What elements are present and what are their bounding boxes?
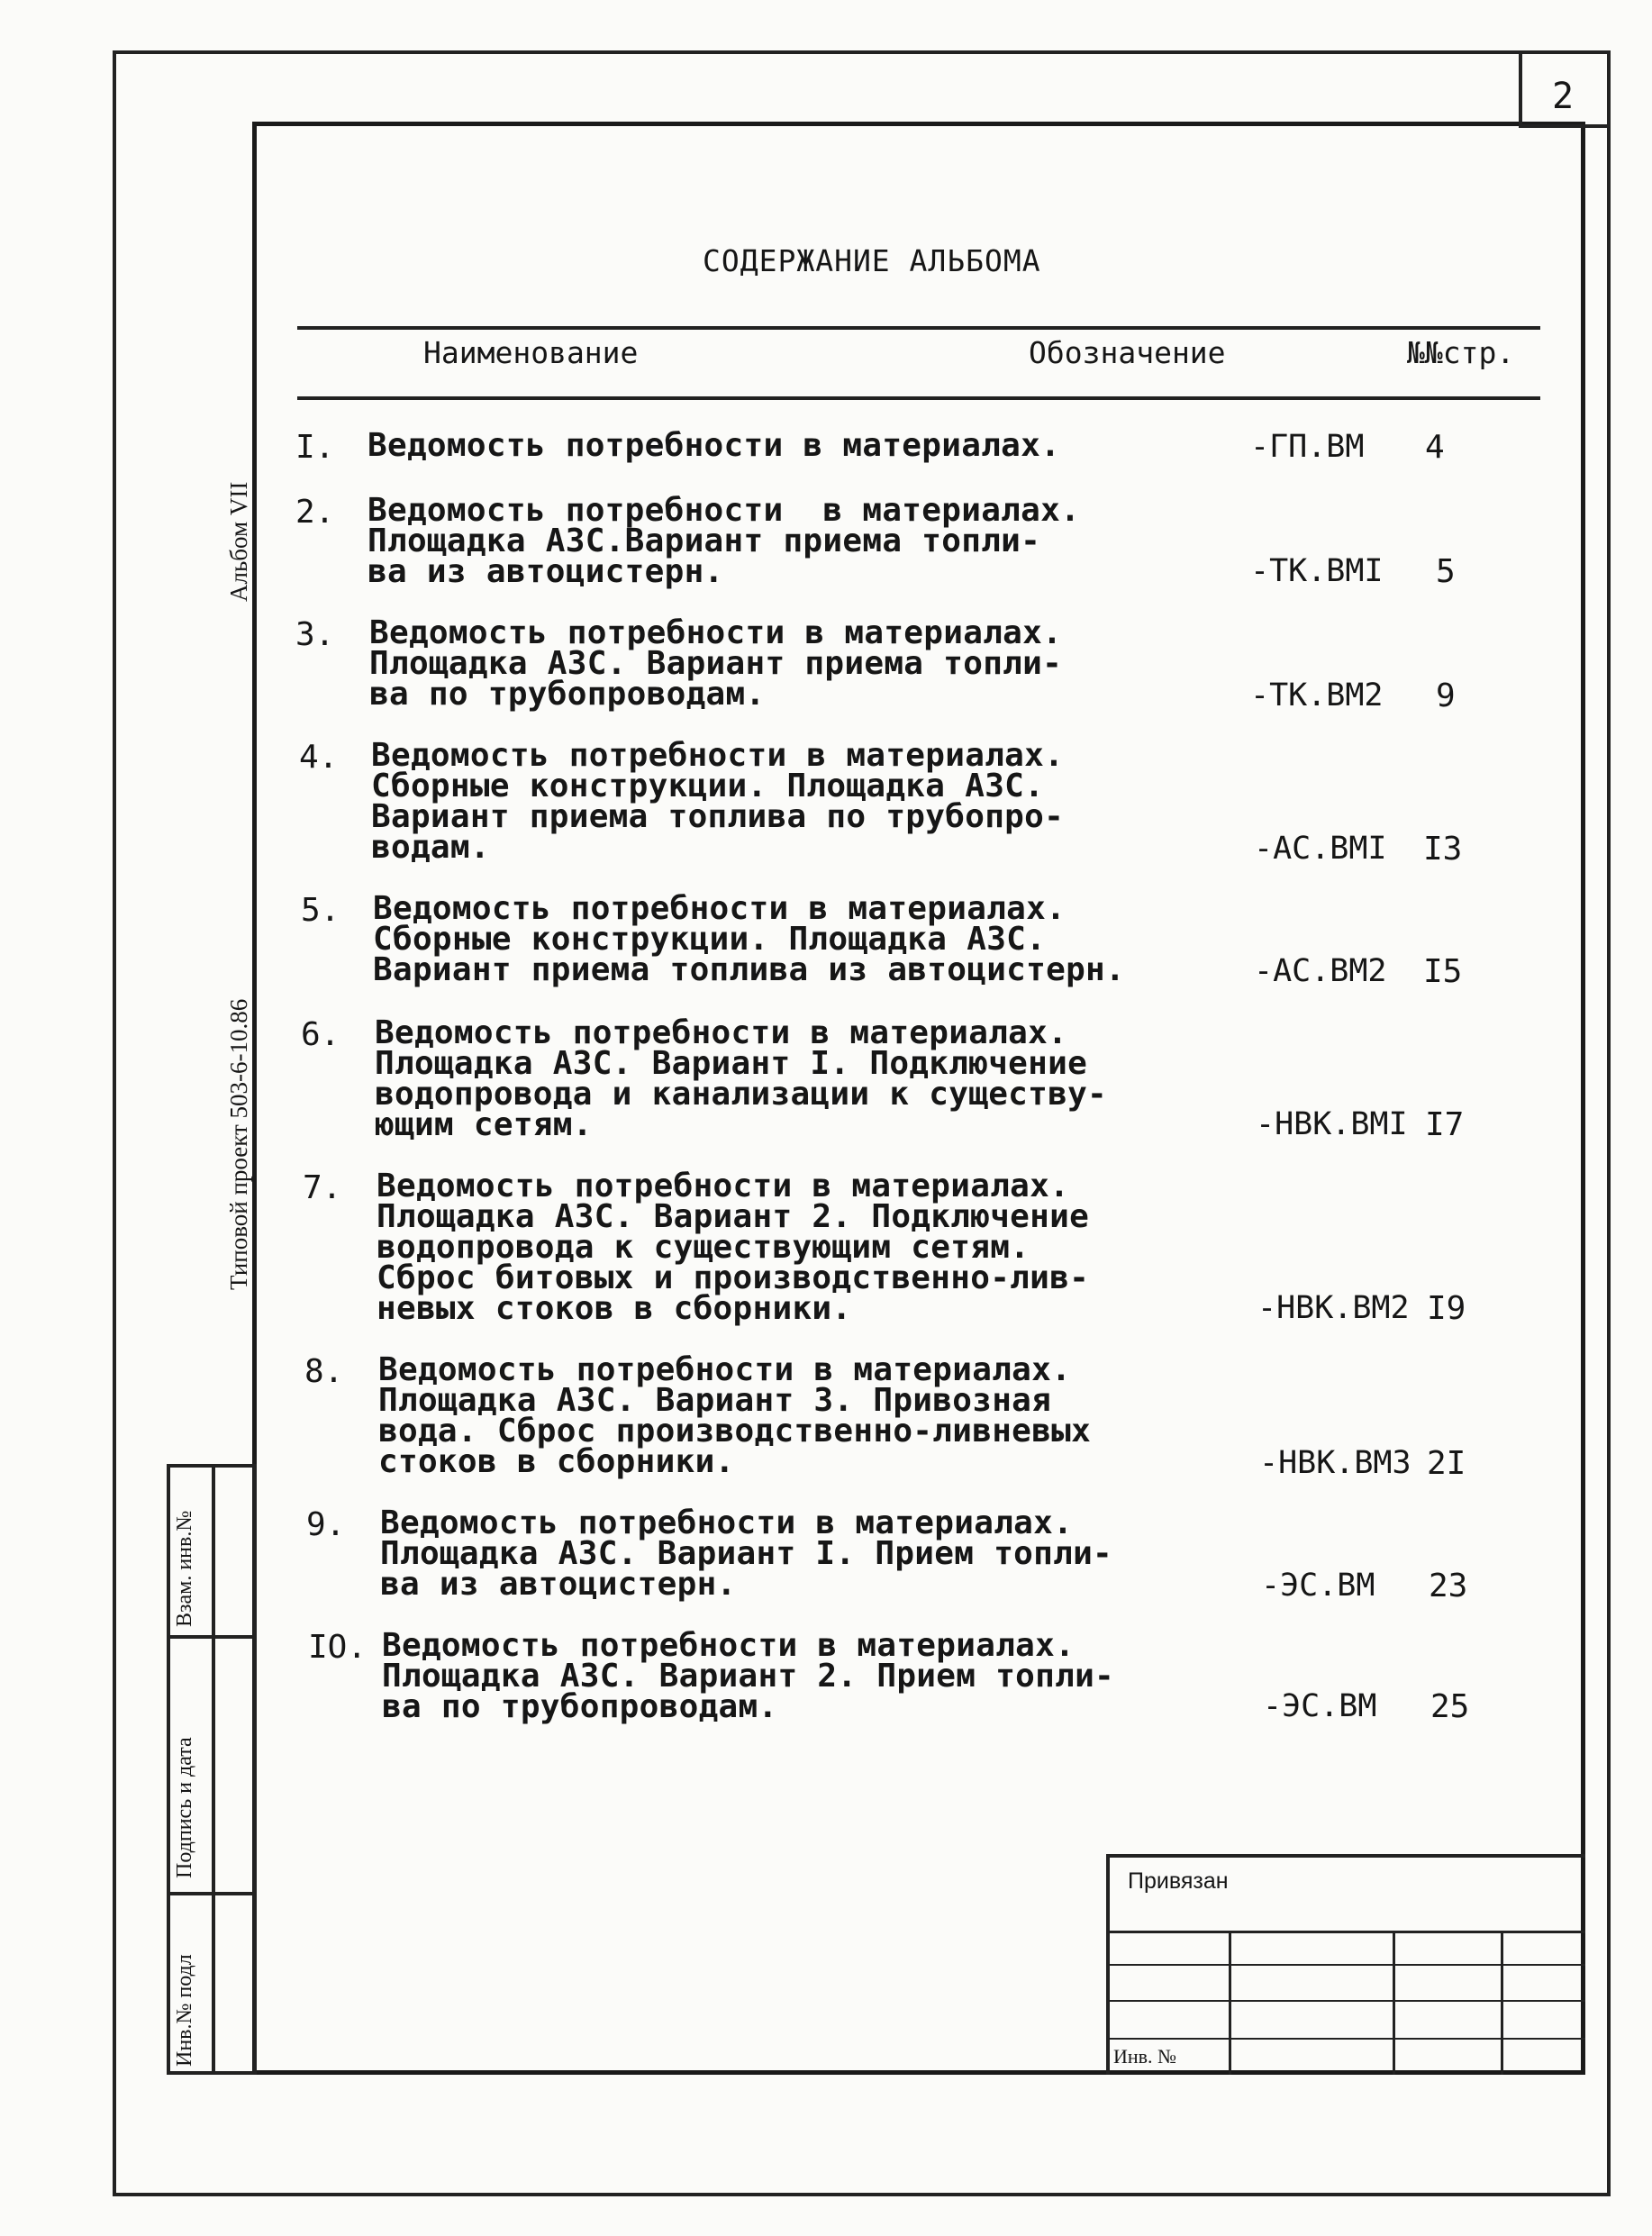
title-block-divider <box>1501 1931 1503 2075</box>
left-stamp-row-line <box>167 1892 257 1895</box>
left-stamp-row-line <box>167 1635 257 1639</box>
entry-title: Ведомость потребности в материалах. Площадка АЗС. Вариант 3. Привозная вода. Сброс производственно-ливневых стоков в сборники. <box>378 1351 1092 1480</box>
entry-number: IO. <box>308 1629 368 1666</box>
title-block-line <box>1106 1964 1585 1966</box>
entry-number: 8. <box>304 1353 344 1390</box>
title-block-divider <box>1393 1931 1395 2075</box>
title-block-line <box>1106 1931 1585 1933</box>
entry-designation: -НВК.ВМ3 <box>1259 1445 1411 1481</box>
entry-title: Ведомость потребности в материалах. Площадка АЗС. Вариант I. Подключение водопровода и канализации к существу- ющим сетям. <box>375 1014 1108 1143</box>
page-title: СОДЕРЖАНИЕ АЛЬБОМА <box>703 243 1041 278</box>
entry-designation: -ТК.ВМI <box>1250 553 1384 589</box>
entry-designation: -НВК.ВМ2 <box>1257 1290 1410 1326</box>
project-label: Типовой проект 503-6-10.86 <box>225 998 252 1290</box>
entry-number: 5. <box>301 892 340 929</box>
title-block-line <box>1106 2000 1585 2002</box>
entry-page: I7 <box>1425 1106 1465 1143</box>
title-block-line <box>1106 2038 1585 2040</box>
inv-podl-label: Инв.№ подл <box>173 1954 196 2067</box>
entry-page: 4 <box>1425 429 1445 466</box>
entry-designation: -АС.ВМ2 <box>1254 953 1387 989</box>
title-block-inv-label: Инв. № <box>1113 2045 1177 2068</box>
entry-number: 7. <box>303 1169 342 1206</box>
entry-number: 6. <box>301 1016 340 1053</box>
entry-title: Ведомость потребности в материалах. Сборные конструкции. Площадка АЗС. Вариант приема топлива по трубопро- водам. <box>371 737 1065 866</box>
entry-title: Ведомость потребности в материалах. Площадка АЗС. Вариант приема топли- ва по трубопроводам. <box>369 614 1063 713</box>
entry-number: 2. <box>295 494 335 531</box>
entry-number: 9. <box>306 1506 346 1543</box>
entry-page: 5 <box>1436 553 1456 590</box>
entry-designation: -ЭС.ВМ <box>1263 1688 1377 1724</box>
entry-designation: -ТК.ВМ2 <box>1250 677 1384 714</box>
entry-page: I3 <box>1423 831 1463 868</box>
title-block-bound-label: Привязан <box>1128 1868 1229 1894</box>
entry-number: I. <box>295 429 335 466</box>
album-label: Альбом VII <box>225 481 252 602</box>
entry-number: 3. <box>295 616 335 653</box>
header-bottom-rule <box>297 396 1540 400</box>
column-header-name: Наименование <box>423 335 639 370</box>
page-number: 2 <box>1551 76 1575 117</box>
inv-vzam-label: Взам. инв.№ <box>173 1510 196 1627</box>
entry-title: Ведомость потребности в материалах. Площадка АЗС. Вариант 2. Прием топли- ва по трубопроводам. <box>382 1627 1115 1725</box>
entry-page: I5 <box>1423 953 1463 990</box>
signature-date-label: Подпись и дата <box>173 1737 196 1878</box>
entry-designation: -ГП.ВМ <box>1250 429 1365 465</box>
column-header-page: №№стр. <box>1407 335 1515 370</box>
left-stamp-divider <box>212 1464 215 2075</box>
entry-number: 4. <box>299 739 339 776</box>
entry-title: Ведомость потребности в материалах. Сборные конструкции. Площадка АЗС. Вариант приема топлива из автоцистерн. <box>373 890 1126 988</box>
title-block-divider <box>1229 1931 1231 2075</box>
entry-designation: -АС.ВМI <box>1254 831 1387 867</box>
column-header-designation: Обозначение <box>1029 335 1226 370</box>
entry-page: 2I <box>1427 1445 1466 1482</box>
entry-designation: -НВК.ВМI <box>1256 1106 1408 1142</box>
header-top-rule <box>297 326 1540 330</box>
entry-title: Ведомость потребности в материалах. Площадка АЗС.Вариант приема топли- ва из автоцистерн. <box>368 492 1081 590</box>
entry-title: Ведомость потребности в материалах. Площадка АЗС. Вариант I. Прием топли- ва из автоцистерн. <box>380 1504 1113 1603</box>
entry-page: 9 <box>1436 677 1456 714</box>
entry-designation: -ЭС.ВМ <box>1261 1568 1375 1604</box>
entry-page: 25 <box>1430 1688 1470 1725</box>
entry-title: Ведомость потребности в материалах. Площадка АЗС. Вариант 2. Подключение водопровода к существующим сетям. Сброс битовых и производственно-лив- невых стоков в сборники. <box>377 1168 1090 1327</box>
entry-page: I9 <box>1427 1290 1466 1327</box>
entry-title: Ведомость потребности в материалах. <box>368 427 1061 464</box>
entry-page: 23 <box>1429 1568 1468 1604</box>
